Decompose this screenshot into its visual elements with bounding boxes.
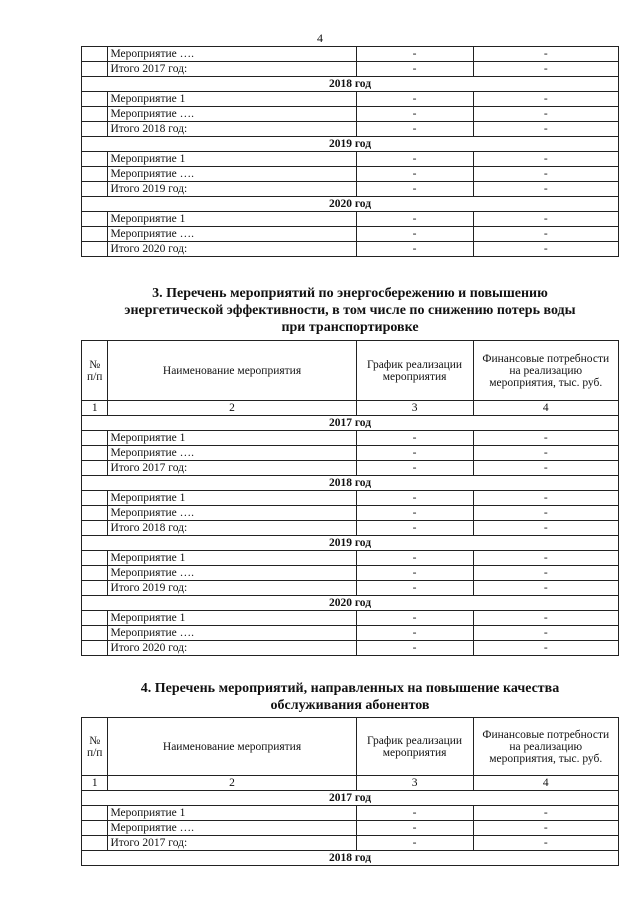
header-schedule: График реализации мероприятия (356, 341, 473, 401)
total-row (82, 242, 619, 257)
event-row (82, 227, 619, 242)
event-row (82, 431, 619, 446)
header-financing: Финансовые потребности на реализацию мероприятия, тыс. руб. (473, 341, 618, 401)
row-number-cell (82, 551, 108, 566)
row-number-cell (82, 107, 108, 122)
total-label: Итого 2019 год: (108, 182, 356, 197)
event-row (82, 152, 619, 167)
column-number: 1 (82, 776, 108, 791)
table-header-row (82, 341, 619, 401)
financing-cell: - (473, 47, 618, 62)
event-name: Мероприятие …. (108, 821, 356, 836)
schedule-cell: - (356, 242, 473, 257)
financing-cell: - (473, 182, 618, 197)
total-row (82, 836, 619, 851)
total-row (82, 581, 619, 596)
schedule-cell: - (356, 641, 473, 656)
event-name: Мероприятие …. (108, 47, 356, 62)
year-row (82, 851, 619, 866)
schedule-cell: - (356, 92, 473, 107)
event-row (82, 107, 619, 122)
year-row (82, 791, 619, 806)
financing-cell: - (473, 227, 618, 242)
event-row (82, 92, 619, 107)
row-number-cell (82, 836, 108, 851)
table-body (82, 47, 619, 257)
row-number-cell (82, 212, 108, 227)
schedule-cell: - (356, 836, 473, 851)
financing-cell: - (473, 446, 618, 461)
event-name: Мероприятие 1 (108, 92, 356, 107)
event-row (82, 821, 619, 836)
table-header-row (82, 718, 619, 776)
event-name: Мероприятие 1 (108, 152, 356, 167)
financing-cell: - (473, 167, 618, 182)
event-name: Мероприятие 1 (108, 431, 356, 446)
financing-cell: - (473, 581, 618, 596)
row-number-cell (82, 581, 108, 596)
row-number-cell (82, 446, 108, 461)
year-label: 2019 год (82, 536, 619, 551)
event-row (82, 47, 619, 62)
column-number: 3 (356, 401, 473, 416)
schedule-cell: - (356, 152, 473, 167)
event-name: Мероприятие …. (108, 506, 356, 521)
row-number-cell (82, 461, 108, 476)
schedule-cell: - (356, 611, 473, 626)
event-name: Мероприятие …. (108, 446, 356, 461)
row-number-cell (82, 611, 108, 626)
event-row (82, 611, 619, 626)
column-number: 4 (473, 776, 618, 791)
schedule-cell: - (356, 521, 473, 536)
total-label: Итого 2020 год: (108, 242, 356, 257)
financing-cell: - (473, 431, 618, 446)
schedule-cell: - (356, 107, 473, 122)
year-row (82, 197, 619, 212)
event-row (82, 551, 619, 566)
financing-cell: - (473, 107, 618, 122)
financing-cell: - (473, 491, 618, 506)
schedule-cell: - (356, 461, 473, 476)
row-number-cell (82, 806, 108, 821)
total-row (82, 122, 619, 137)
schedule-cell: - (356, 167, 473, 182)
section-3-title-line: при транспортировке (281, 320, 419, 335)
total-row (82, 521, 619, 536)
financing-cell: - (473, 62, 618, 77)
section-3-title (81, 285, 619, 336)
year-row (82, 77, 619, 92)
row-number-cell (82, 821, 108, 836)
event-name: Мероприятие 1 (108, 551, 356, 566)
year-label: 2017 год (82, 791, 619, 806)
total-label: Итого 2018 год: (108, 521, 356, 536)
row-number-cell (82, 491, 108, 506)
row-number-cell (82, 152, 108, 167)
schedule-cell: - (356, 47, 473, 62)
column-number: 2 (108, 401, 356, 416)
event-name: Мероприятие …. (108, 626, 356, 641)
row-number-cell (82, 92, 108, 107)
schedule-cell: - (356, 212, 473, 227)
year-label: 2017 год (82, 416, 619, 431)
total-label: Итого 2017 год: (108, 62, 356, 77)
schedule-cell: - (356, 626, 473, 641)
column-numbers-row (82, 776, 619, 791)
total-row (82, 461, 619, 476)
row-number-cell (82, 47, 108, 62)
financing-cell: - (473, 626, 618, 641)
event-row (82, 566, 619, 581)
row-number-cell (82, 626, 108, 641)
continued-events-table (81, 46, 619, 257)
year-row (82, 536, 619, 551)
section-4-table (81, 717, 619, 866)
event-name: Мероприятие …. (108, 167, 356, 182)
row-number-cell (82, 182, 108, 197)
year-row (82, 476, 619, 491)
financing-cell: - (473, 152, 618, 167)
schedule-cell: - (356, 122, 473, 137)
column-number: 1 (82, 401, 108, 416)
schedule-cell: - (356, 227, 473, 242)
year-label: 2020 год (82, 197, 619, 212)
total-label: Итого 2017 год: (108, 836, 356, 851)
financing-cell: - (473, 242, 618, 257)
row-number-cell (82, 122, 108, 137)
year-label: 2018 год (82, 476, 619, 491)
schedule-cell: - (356, 431, 473, 446)
schedule-cell: - (356, 551, 473, 566)
section-4-title-line: 4. Перечень мероприятий, направленных на повышение качества (140, 681, 560, 696)
header-number: № п/п (82, 718, 108, 776)
row-number-cell (82, 506, 108, 521)
header-event-name: Наименование мероприятия (108, 718, 356, 776)
page-number: 4 (317, 31, 323, 45)
year-label: 2020 год (82, 596, 619, 611)
event-row (82, 806, 619, 821)
total-label: Итого 2018 год: (108, 122, 356, 137)
schedule-cell: - (356, 566, 473, 581)
event-name: Мероприятие …. (108, 107, 356, 122)
schedule-cell: - (356, 446, 473, 461)
column-number: 4 (473, 401, 618, 416)
financing-cell: - (473, 92, 618, 107)
financing-cell: - (473, 566, 618, 581)
table-body (82, 416, 619, 656)
year-label: 2018 год (82, 77, 619, 92)
total-label: Итого 2020 год: (108, 641, 356, 656)
section-4-title (81, 680, 619, 714)
financing-cell: - (473, 461, 618, 476)
total-label: Итого 2017 год: (108, 461, 356, 476)
column-numbers-row (82, 401, 619, 416)
schedule-cell: - (356, 821, 473, 836)
total-row (82, 62, 619, 77)
table-body (82, 791, 619, 866)
schedule-cell: - (356, 806, 473, 821)
section-3-title-line: 3. Перечень мероприятий по энергосбережению и повышению (152, 286, 548, 301)
event-row (82, 212, 619, 227)
year-row (82, 416, 619, 431)
event-name: Мероприятие 1 (108, 806, 356, 821)
financing-cell: - (473, 506, 618, 521)
row-number-cell (82, 227, 108, 242)
row-number-cell (82, 641, 108, 656)
event-name: Мероприятие …. (108, 566, 356, 581)
financing-cell: - (473, 806, 618, 821)
event-row (82, 167, 619, 182)
year-label: 2019 год (82, 137, 619, 152)
total-row (82, 182, 619, 197)
column-number: 2 (108, 776, 356, 791)
header-schedule: График реализации мероприятия (356, 718, 473, 776)
section-4-title-line: обслуживания абонентов (270, 698, 430, 713)
section-3-table (81, 340, 619, 656)
event-name: Мероприятие 1 (108, 611, 356, 626)
year-row (82, 137, 619, 152)
row-number-cell (82, 242, 108, 257)
financing-cell: - (473, 641, 618, 656)
row-number-cell (82, 521, 108, 536)
financing-cell: - (473, 821, 618, 836)
event-name: Мероприятие 1 (108, 212, 356, 227)
financing-cell: - (473, 836, 618, 851)
header-event-name: Наименование мероприятия (108, 341, 356, 401)
row-number-cell (82, 566, 108, 581)
schedule-cell: - (356, 182, 473, 197)
year-row (82, 596, 619, 611)
financing-cell: - (473, 611, 618, 626)
financing-cell: - (473, 521, 618, 536)
event-row (82, 506, 619, 521)
event-row (82, 491, 619, 506)
financing-cell: - (473, 212, 618, 227)
year-label: 2018 год (82, 851, 619, 866)
schedule-cell: - (356, 581, 473, 596)
row-number-cell (82, 167, 108, 182)
schedule-cell: - (356, 506, 473, 521)
financing-cell: - (473, 122, 618, 137)
row-number-cell (82, 62, 108, 77)
total-label: Итого 2019 год: (108, 581, 356, 596)
financing-cell: - (473, 551, 618, 566)
column-number: 3 (356, 776, 473, 791)
event-name: Мероприятие …. (108, 227, 356, 242)
total-row (82, 641, 619, 656)
header-number: № п/п (82, 341, 108, 401)
section-3-title-line: энергетической эффективности, в том числе по снижению потерь воды (124, 303, 576, 318)
schedule-cell: - (356, 62, 473, 77)
event-row (82, 626, 619, 641)
header-financing: Финансовые потребности на реализацию мероприятия, тыс. руб. (473, 718, 618, 776)
event-row (82, 446, 619, 461)
event-name: Мероприятие 1 (108, 491, 356, 506)
schedule-cell: - (356, 491, 473, 506)
row-number-cell (82, 431, 108, 446)
